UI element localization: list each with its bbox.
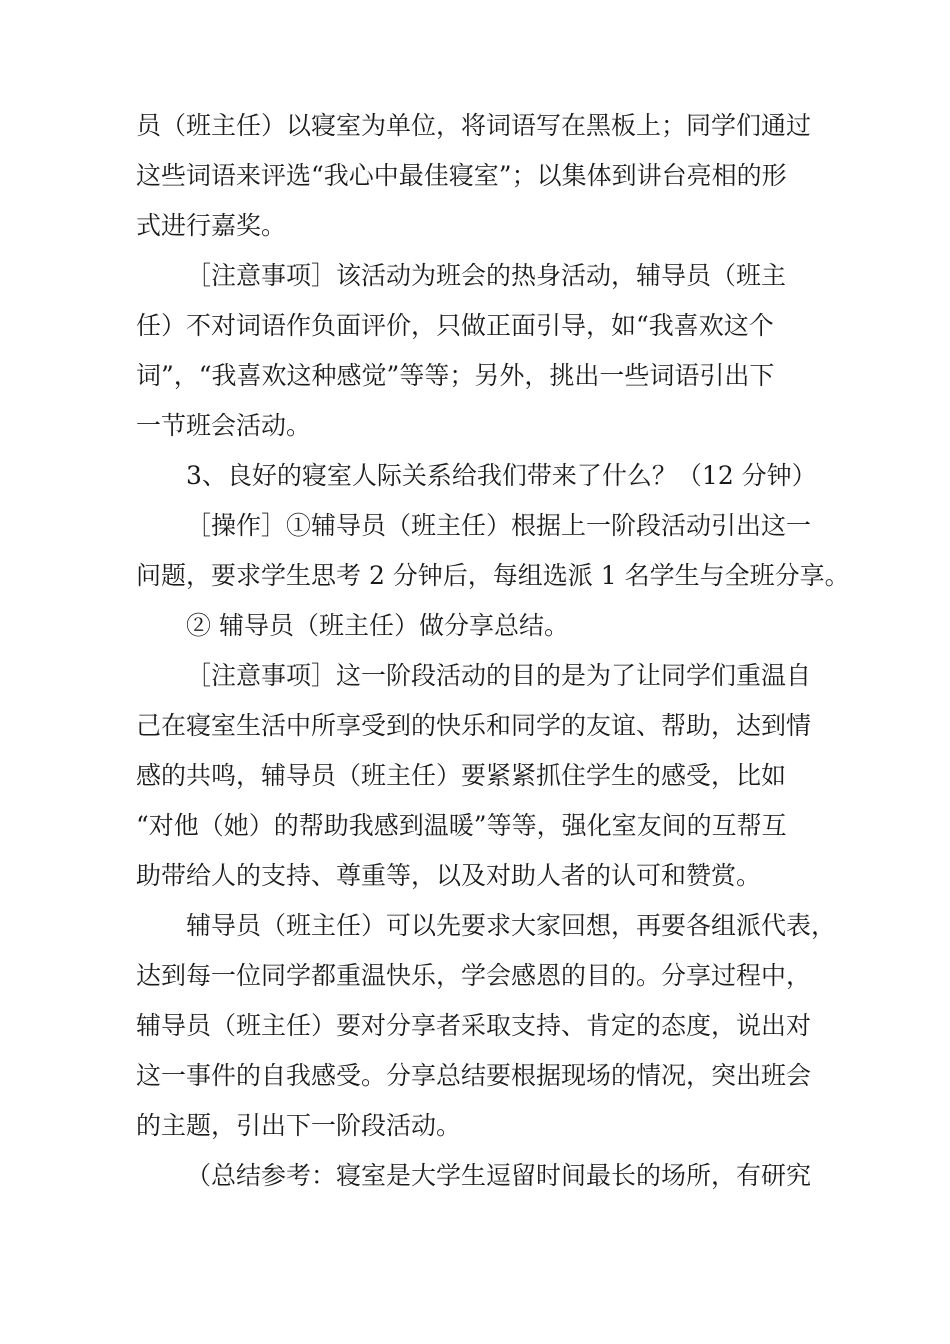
text-line: 员（班主任）以寝室为单位，将词语写在黑板上；同学们通过 [136, 111, 812, 140]
text-line: 词”，“我喜欢这种感觉”等等；另外，挑出一些词语引出下 [136, 361, 775, 390]
text-line: 辅导员（班主任）要对分享者采取支持、肯定的态度，说出对 [136, 1011, 812, 1040]
text-line: 的主题，引出下一阶段活动。 [136, 1111, 462, 1140]
text-line: 一节班会活动。 [136, 411, 312, 440]
text-line: 3、良好的寝室人际关系给我们带来了什么？（12 分钟） [186, 461, 817, 490]
text-line: 达到每一位同学都重温快乐，学会感恩的目的。分享过程中， [136, 961, 812, 990]
text-line: 己在寝室生活中所享受到的快乐和同学的友谊、帮助，达到情 [136, 711, 812, 740]
text-line: 这些词语来评选“我心中最佳寝室”；以集体到讲台亮相的形 [136, 161, 787, 190]
text-line: （总结参考：寝室是大学生逗留时间最长的场所，有研究 [186, 1161, 812, 1190]
text-line: ［注意事项］该活动为班会的热身活动，辅导员（班主 [186, 261, 787, 290]
text-line: 助带给人的支持、尊重等，以及对助人者的认可和赞赏。 [136, 861, 762, 890]
text-line: 式进行嘉奖。 [136, 211, 287, 240]
text-line: ［注意事项］这一阶段活动的目的是为了让同学们重温自 [186, 661, 812, 690]
text-line: ② 辅导员（班主任）做分享总结。 [186, 611, 569, 640]
text-line: 感的共鸣，辅导员（班主任）要紧紧抓住学生的感受，比如 [136, 761, 787, 790]
text-line: 这一事件的自我感受。分享总结要根据现场的情况，突出班会 [136, 1061, 812, 1090]
text-line: ［操作］①辅导员（班主任）根据上一阶段活动引出这一 [186, 511, 812, 540]
text-line: 问题，要求学生思考 2 分钟后，每组选派 1 名学生与全班分享。 [136, 561, 850, 590]
text-line: “对他（她）的帮助我感到温暖”等等，强化室友间的互帮互 [136, 811, 787, 840]
text-line: 辅导员（班主任）可以先要求大家回想，再要各组派代表， [186, 911, 837, 940]
text-line: 任）不对词语作负面评价，只做正面引导，如“我喜欢这个 [136, 311, 774, 340]
